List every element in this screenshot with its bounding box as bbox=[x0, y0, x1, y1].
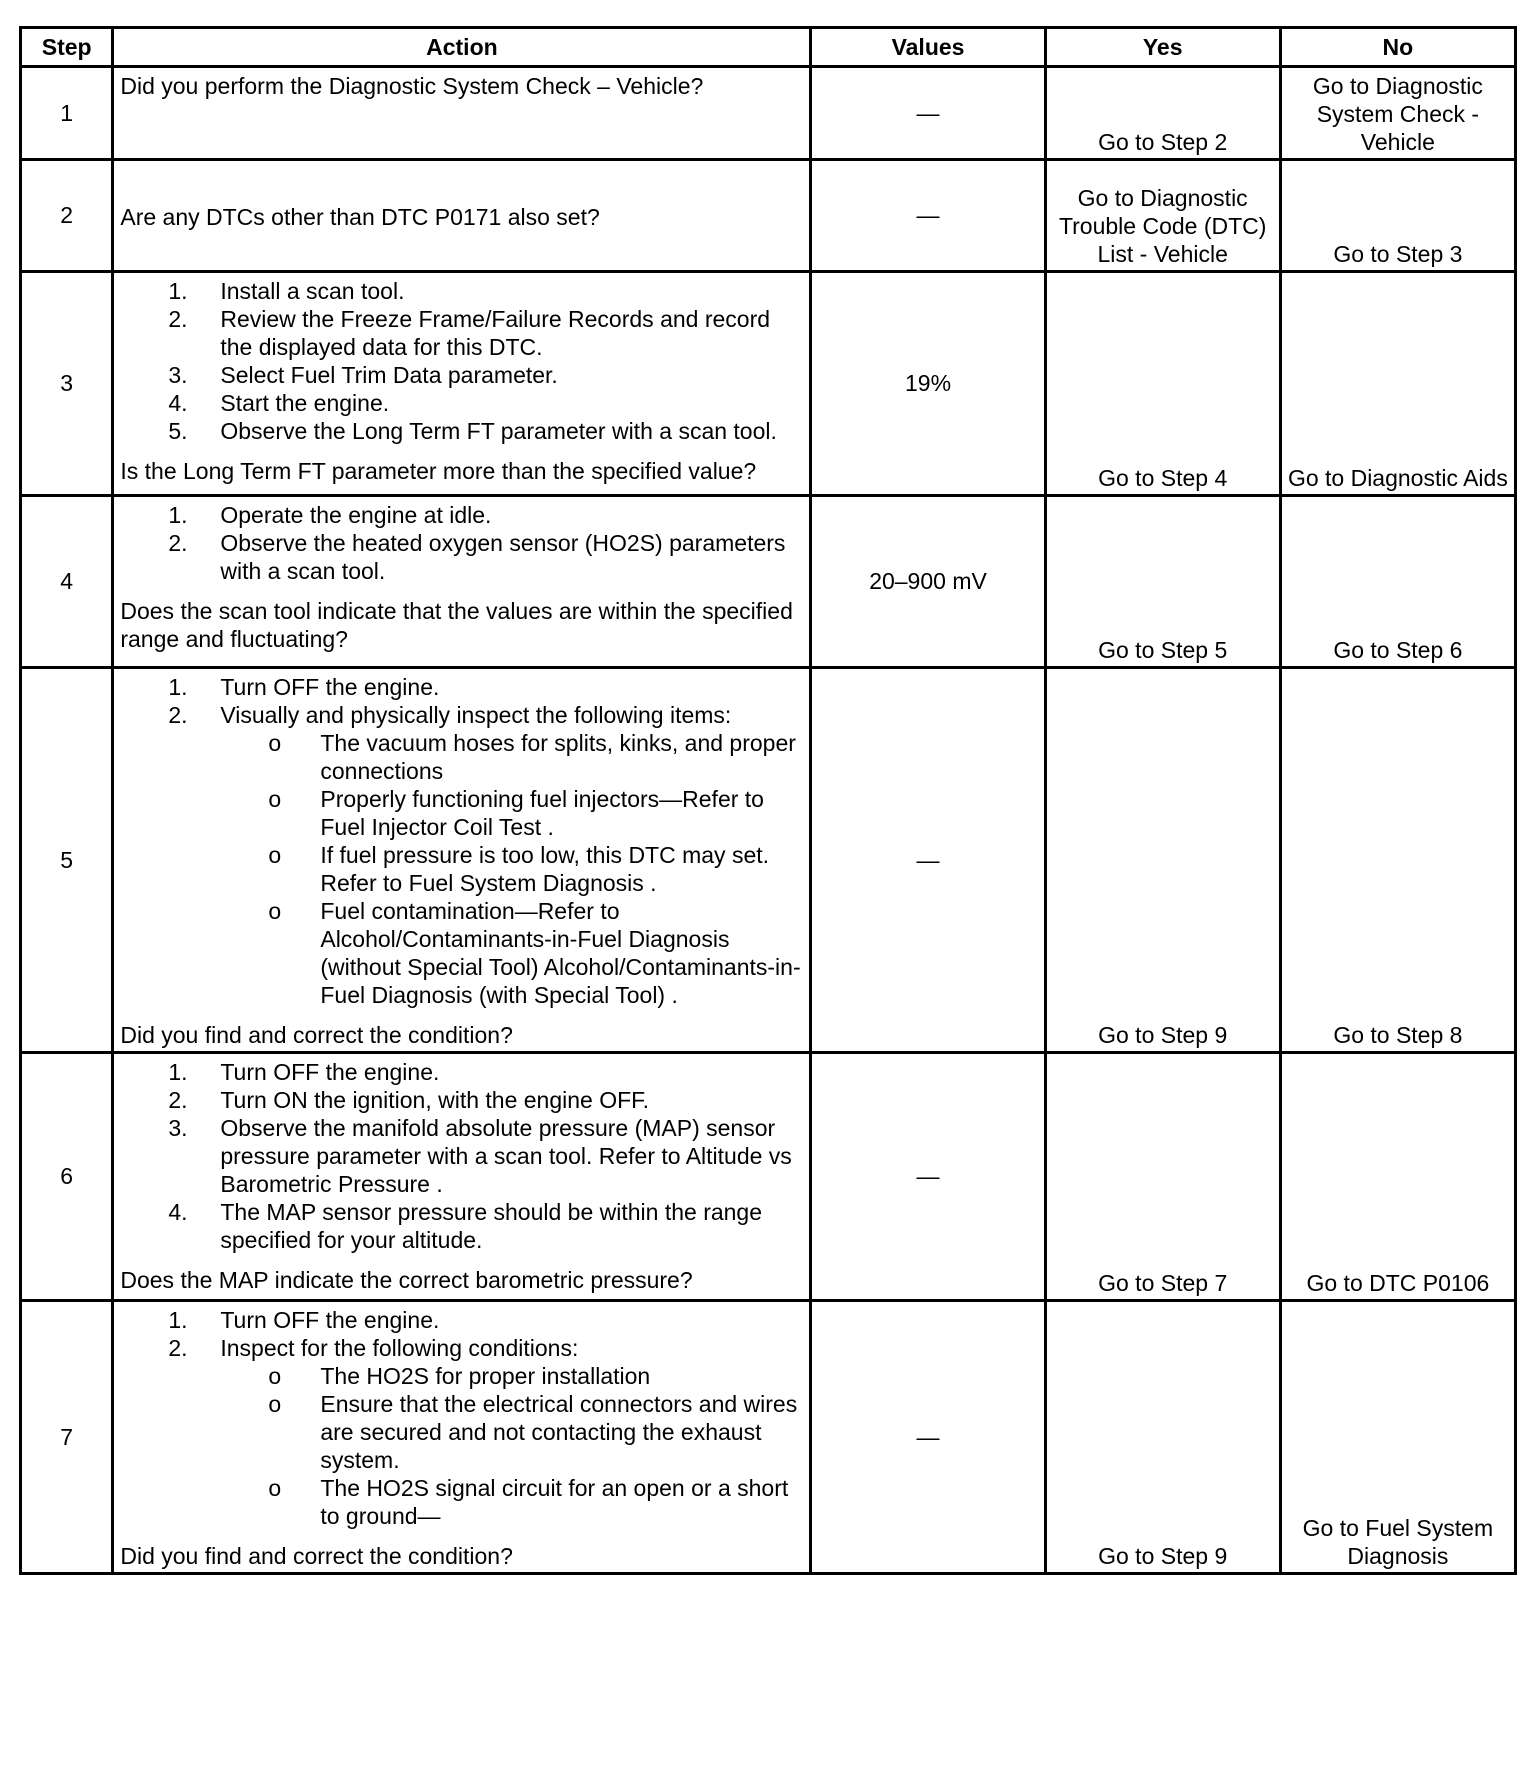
no-cell bbox=[1280, 496, 1515, 668]
action-question: Does the MAP indicate the correct barometric pressure? bbox=[120, 1267, 693, 1293]
sub-item: o Fuel contamination—Refer to Alcohol/Contaminants-in-Fuel Diagnosis (without Special Tool) Alcohol/Contaminants-in-Fuel Diagnosis (with Special Tool) . bbox=[268, 898, 801, 1008]
header-values: Values bbox=[811, 28, 1045, 67]
no-link[interactable]: Go to Step 3 bbox=[1333, 241, 1463, 267]
no-link[interactable]: Go to DTC P0106 bbox=[1306, 1270, 1490, 1296]
action-step: 3. Observe the manifold absolute pressure (MAP) sensor pressure parameter with a scan tool. Refer to Altitude vs Barometric Pressure . bbox=[168, 1115, 792, 1197]
action-steps bbox=[120, 673, 803, 1009]
value-cell: 20–900 mV bbox=[811, 496, 1045, 668]
header-action: Action bbox=[113, 28, 811, 67]
action-step: 3. Select Fuel Trim Data parameter. bbox=[168, 362, 558, 388]
value-cell: — bbox=[811, 1301, 1045, 1574]
action-step: 1. Turn OFF the engine. bbox=[168, 1307, 440, 1333]
sub-items bbox=[220, 729, 803, 1009]
action-steps bbox=[120, 277, 803, 445]
step-number: 5 bbox=[21, 668, 113, 1053]
yes-cell bbox=[1045, 272, 1280, 496]
yes-cell bbox=[1045, 160, 1280, 272]
action-cell bbox=[113, 272, 811, 496]
yes-cell bbox=[1045, 496, 1280, 668]
yes-link[interactable]: Go to Step 9 bbox=[1098, 1022, 1228, 1048]
no-cell bbox=[1280, 272, 1515, 496]
no-cell bbox=[1280, 67, 1515, 160]
no-link[interactable]: Go to Diagnostic Aids bbox=[1287, 465, 1508, 491]
action-cell bbox=[113, 1301, 811, 1574]
value-cell: — bbox=[811, 1053, 1045, 1301]
yes-link[interactable]: Go to Step 7 bbox=[1098, 1270, 1228, 1296]
action-step: 2. Turn ON the ignition, with the engine OFF. bbox=[168, 1087, 650, 1113]
action-step: 2. Inspect for the following conditions: o The HO2S for proper installation o Ensure that the electrical connectors and wires are secured and not contacting the exhaust system. o The HO2S signal circuit for an open or a short to ground— bbox=[120, 1334, 803, 1530]
header-row bbox=[21, 28, 1516, 67]
yes-cell bbox=[1045, 67, 1280, 160]
no-link[interactable]: Go to Fuel System Diagnosis bbox=[1302, 1515, 1494, 1569]
yes-link[interactable]: Go to Step 4 bbox=[1098, 465, 1228, 491]
action-question: Does the scan tool indicate that the values are within the specified range and fluctuating? bbox=[120, 598, 793, 652]
value-cell: — bbox=[811, 668, 1045, 1053]
step-number: 6 bbox=[21, 1053, 113, 1301]
value-cell: 19% bbox=[811, 272, 1045, 496]
yes-link[interactable]: Go to Step 5 bbox=[1098, 637, 1228, 663]
table-row bbox=[21, 67, 1516, 160]
action-step: 1. Turn OFF the engine. bbox=[168, 674, 440, 700]
action-step: 1. Install a scan tool. bbox=[168, 278, 405, 304]
table-row bbox=[21, 1301, 1516, 1574]
table-row bbox=[21, 160, 1516, 272]
action-question: Did you perform the Diagnostic System Check – Vehicle? bbox=[120, 73, 704, 99]
table-row bbox=[21, 668, 1516, 1053]
no-link[interactable]: Go to Step 6 bbox=[1333, 637, 1463, 663]
header-step: Step bbox=[21, 28, 113, 67]
sub-items bbox=[220, 1362, 803, 1530]
table-row bbox=[21, 1053, 1516, 1301]
step-number: 4 bbox=[21, 496, 113, 668]
action-cell bbox=[113, 160, 811, 272]
step-number: 7 bbox=[21, 1301, 113, 1574]
action-question: Did you find and correct the condition? bbox=[120, 1022, 513, 1048]
action-step: 4. The MAP sensor pressure should be within the range specified for your altitude. bbox=[168, 1199, 763, 1253]
no-cell bbox=[1280, 160, 1515, 272]
no-cell bbox=[1280, 1301, 1515, 1574]
yes-link[interactable]: Go to Step 9 bbox=[1098, 1543, 1228, 1569]
yes-cell bbox=[1045, 668, 1280, 1053]
value-cell: — bbox=[811, 67, 1045, 160]
header-yes: Yes bbox=[1045, 28, 1280, 67]
no-link[interactable]: Go to Step 8 bbox=[1333, 1022, 1463, 1048]
value-cell: — bbox=[811, 160, 1045, 272]
step-number: 1 bbox=[21, 67, 113, 160]
diagnostic-table bbox=[19, 26, 1517, 1575]
step-number: 3 bbox=[21, 272, 113, 496]
action-step: 4. Start the engine. bbox=[168, 390, 390, 416]
action-steps bbox=[120, 1058, 803, 1254]
action-steps bbox=[120, 1306, 803, 1530]
header-no: No bbox=[1280, 28, 1515, 67]
no-link[interactable]: Go to Diagnostic System Check - Vehicle bbox=[1312, 73, 1483, 155]
no-cell bbox=[1280, 1053, 1515, 1301]
no-cell bbox=[1280, 668, 1515, 1053]
yes-link[interactable]: Go to Step 2 bbox=[1098, 129, 1228, 155]
action-step: 5. Observe the Long Term FT parameter with a scan tool. bbox=[168, 418, 777, 444]
sub-item: o Properly functioning fuel injectors—Refer to Fuel Injector Coil Test . bbox=[268, 786, 764, 840]
action-cell bbox=[113, 496, 811, 668]
action-step: 1. Turn OFF the engine. bbox=[168, 1059, 440, 1085]
yes-cell bbox=[1045, 1301, 1280, 1574]
yes-link[interactable]: Go to Diagnostic Trouble Code (DTC) List - Vehicle bbox=[1058, 185, 1267, 267]
action-question: Is the Long Term FT parameter more than the specified value? bbox=[120, 458, 757, 484]
sub-item: o If fuel pressure is too low, this DTC may set. Refer to Fuel System Diagnosis . bbox=[268, 842, 770, 896]
sub-item: o The HO2S for proper installation bbox=[268, 1363, 651, 1389]
action-step: 2. Visually and physically inspect the following items: o The vacuum hoses for splits, kinks, and proper connections o Properly functioning fuel injectors—Refer to Fuel Injector Coil Test . o If fuel pressure is too low, this DTC may set. Refer to Fuel System Diagnosis . o Fuel contamination—Refer to Alcohol/Contaminants-in-Fuel Diagnosis (without Special Tool) Alcohol/Contaminants-in-Fuel Diagnosis (with Special Tool) . bbox=[120, 701, 803, 1009]
action-step: 2. Observe the heated oxygen sensor (HO2S) parameters with a scan tool. bbox=[168, 530, 786, 584]
sub-item: o The HO2S signal circuit for an open or a short to ground— bbox=[268, 1475, 789, 1529]
action-step: 2. Review the Freeze Frame/Failure Records and record the displayed data for this DTC. bbox=[168, 306, 771, 360]
yes-cell bbox=[1045, 1053, 1280, 1301]
action-cell bbox=[113, 1053, 811, 1301]
action-steps bbox=[120, 501, 803, 585]
action-cell bbox=[113, 668, 811, 1053]
table-row bbox=[21, 496, 1516, 668]
action-question: Are any DTCs other than DTC P0171 also set? bbox=[120, 203, 600, 230]
action-step: 1. Operate the engine at idle. bbox=[168, 502, 492, 528]
sub-item: o Ensure that the electrical connectors and wires are secured and not contacting the exhaust system. bbox=[268, 1391, 798, 1473]
action-question: Did you find and correct the condition? bbox=[120, 1543, 513, 1569]
action-cell bbox=[113, 67, 811, 160]
sub-item: o The vacuum hoses for splits, kinks, and proper connections bbox=[268, 730, 796, 784]
table-row bbox=[21, 272, 1516, 496]
step-number: 2 bbox=[21, 160, 113, 272]
